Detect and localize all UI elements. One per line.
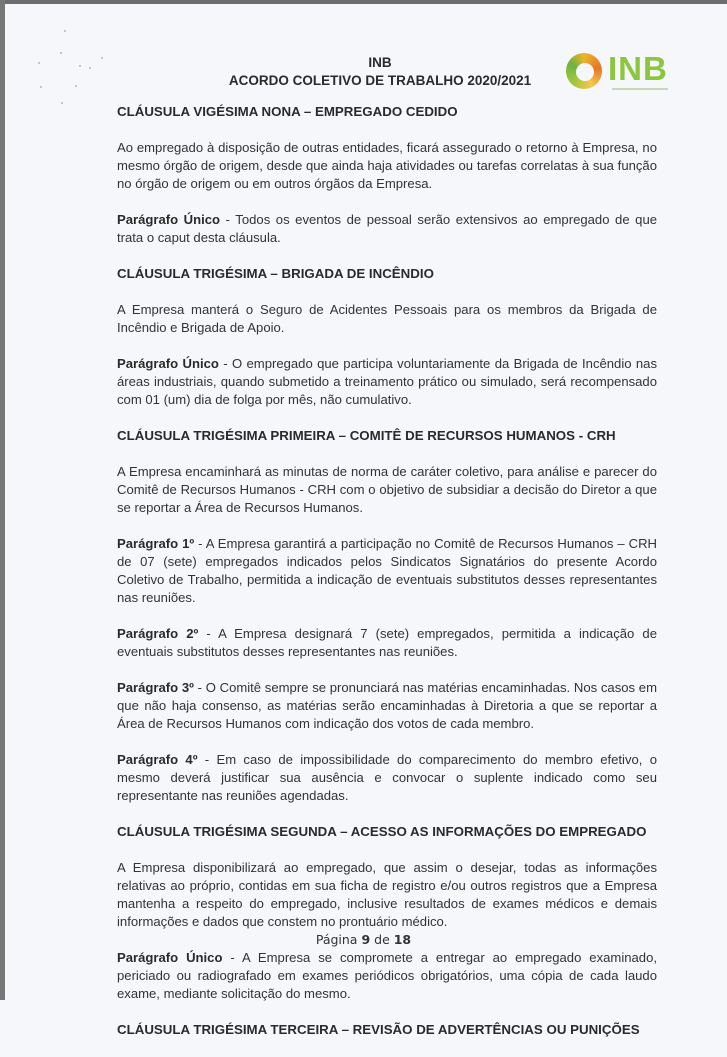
paragraph-text: A Empresa disponibilizará ao empregado, que assim o desejar, todas as informações relativas ao próprio, contidas em sua ficha de registro e/ou outros registros que a Empresa mantenha a respeito do empregado, inclusive resultados de exames médicos e demais informações e dados que constem no prontuário médico.: [117, 860, 657, 929]
clause-heading: CLÁUSULA TRIGÉSIMA TERCEIRA – REVISÃO DE ADVERTÊNCIAS OU PUNIÇÕES: [117, 1022, 640, 1037]
clause-paragraph: [117, 949, 657, 1003]
page-current: 9: [361, 932, 371, 947]
clause-paragraph: [117, 625, 657, 661]
clause-paragraph: [117, 751, 657, 805]
logo-text: INB: [608, 50, 668, 87]
paragraph-label: Parágrafo 3º: [117, 680, 194, 695]
scan-border: [0, 0, 5, 1000]
scan-border: [0, 0, 727, 4]
paragraph-label: Parágrafo Único: [117, 212, 221, 227]
paragraph-text: A Empresa manterá o Seguro de Acidentes Pessoais para os membros da Brigada de Incêndio e Brigada de Apoio.: [117, 302, 657, 335]
paragraph-text: - A Empresa designará 7 (sete) empregados, permitida a indicação de eventuais substitutos desses representantes nas reuniões.: [117, 626, 657, 659]
paragraph-text: Ao empregado à disposição de outras entidades, ficará assegurado o retorno à Empresa, no mesmo órgão de origem, desde que ainda haja atividades ou tarefas correlatas à sua função no órgão de origem ou em outros órgãos da Empresa.: [117, 140, 657, 191]
clause-paragraph: [117, 355, 657, 409]
document-header: [200, 54, 560, 90]
paragraph-text: - O empregado que participa voluntariamente da Brigada de Incêndio nas áreas industriais, quando submetido a treinamento prático ou simulado, será recompensado com 01 (um) dia de folga por mês, não cumulativo.: [117, 356, 658, 407]
paragraph-label: Parágrafo 1º: [117, 536, 195, 551]
clause-paragraph: [117, 139, 657, 193]
logo-tagline: [612, 88, 668, 90]
clause-heading: CLÁUSULA TRIGÉSIMA SEGUNDA – ACESSO AS INFORMAÇÕES DO EMPREGADO: [117, 824, 647, 839]
page-prefix: Página: [315, 932, 362, 947]
logo-ring-hole: [576, 63, 594, 81]
page-total: 18: [393, 932, 412, 947]
clause-paragraph: [117, 679, 657, 733]
paragraph-text: - A Empresa garantirá a participação no Comitê de Recursos Humanos – CRH de 07 (sete) empregados indicados pelos Sindicatos Signatários do presente Acordo Coletivo de Trabalho, permitida a indicação de eventuais substitutos desses representantes nas reuniões.: [117, 536, 657, 605]
page-number: [0, 932, 727, 947]
clause-paragraph: [117, 859, 657, 931]
header-org: INB: [368, 55, 392, 70]
clause-paragraph: [117, 301, 657, 337]
page-sep: de: [370, 932, 394, 947]
paragraph-label: Parágrafo 2º: [117, 626, 199, 641]
clause-heading: CLÁUSULA VIGÉSIMA NONA – EMPREGADO CEDIDO: [117, 104, 458, 119]
paragraph-label: Parágrafo 4º: [117, 752, 198, 767]
paragraph-text: A Empresa encaminhará as minutas de norma de caráter coletivo, para análise e parecer do Comitê de Recursos Humanos - CRH com o objetivo de subsidiar a decisão do Diretor a que se reportar a Área de Recursos Humanos.: [117, 464, 657, 515]
paragraph-text: - Em caso de impossibilidade do comparecimento do membro efetivo, o mesmo deverá justificar sua ausência e convocar o suplente indicado como seu representante nas reuniões agendadas.: [117, 752, 657, 803]
clause-heading: CLÁUSULA TRIGÉSIMA – BRIGADA DE INCÊNDIO: [117, 266, 434, 281]
paragraph-text: - A Empresa se compromete a entregar ao empregado examinado, periciado ou radiografado em exames periódicos obrigatórios, uma cópia de cada laudo exame, mediante solicitação do mesmo.: [117, 950, 657, 1001]
paragraph-text: - Todos os eventos de pessoal serão extensivos ao empregado de que trata o caput desta cláusula.: [117, 212, 658, 245]
inb-logo: [566, 50, 670, 96]
clause-paragraph: [117, 535, 657, 607]
clause-heading: CLÁUSULA TRIGÉSIMA PRIMEIRA – COMITÊ DE RECURSOS HUMANOS - CRH: [117, 428, 616, 443]
clause-paragraph: [117, 463, 657, 517]
document-body: [117, 103, 657, 1057]
paragraph-label: Parágrafo Único: [117, 950, 223, 965]
header-title: ACORDO COLETIVO DE TRABALHO 2020/2021: [228, 73, 532, 88]
paragraph-text: - O Comitê sempre se pronunciará nas matérias encaminhadas. Nos casos em que não haja consenso, as matérias serão encaminhadas à Diretoria a que se reportar a Área de Recursos Humanos com indicação dos votos de cada membro.: [117, 680, 657, 731]
clause-paragraph: [117, 211, 657, 247]
paragraph-label: Parágrafo Único: [117, 356, 219, 371]
